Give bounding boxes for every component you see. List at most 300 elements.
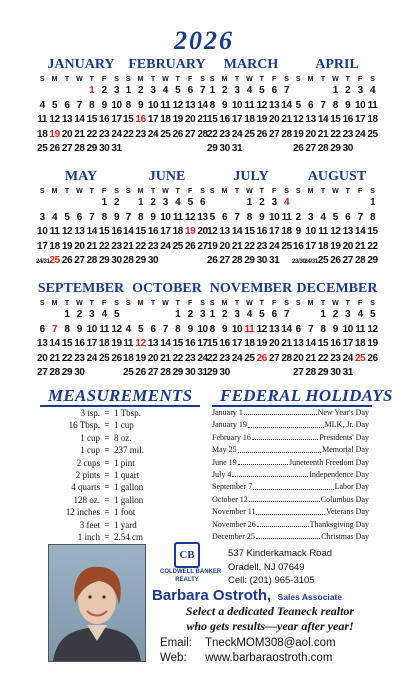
- day-cell: 11: [160, 99, 171, 111]
- day-cell: 14: [354, 226, 366, 238]
- website-link[interactable]: www.barbaraostroth.com: [205, 652, 333, 664]
- holiday-name: New Year's Day: [317, 408, 369, 417]
- day-cell: 3: [113, 85, 120, 96]
- day-cell: 23: [219, 352, 230, 364]
- measurement-from: 3 feet: [79, 519, 100, 530]
- day-cell: 26: [135, 367, 146, 379]
- measurement-from: 3 tsp.: [80, 408, 100, 418]
- holiday-name: Thanksgiving Day: [309, 519, 369, 529]
- day-blank: [317, 85, 329, 100]
- email-row: [160, 637, 390, 649]
- day-cell: 2: [150, 197, 156, 208]
- tagline-line-1: Select a dedicated Teaneck realtor: [185, 604, 355, 618]
- holiday-name: Juneteenth Freedom Day: [289, 457, 369, 467]
- day-cell: 13: [37, 338, 48, 350]
- day-cell: 13: [342, 226, 353, 238]
- day-cell: 14: [317, 114, 329, 126]
- cb-logo-mark: CB: [174, 542, 200, 568]
- day-cell: 23/30: [292, 259, 306, 266]
- day-cell: 15: [244, 226, 255, 238]
- tagline: [150, 604, 390, 634]
- day-blank: [36, 85, 48, 100]
- day-cell: 2: [113, 197, 120, 208]
- weekday-header: T: [89, 300, 94, 307]
- weekday-header: T: [259, 188, 264, 195]
- day-cell: 2: [76, 309, 82, 320]
- day-cell: 14: [86, 226, 97, 238]
- day-cell: 15: [172, 338, 183, 350]
- holiday-date: February 16: [212, 432, 251, 442]
- day-cell: 28: [281, 128, 292, 140]
- day-cell: 6: [271, 309, 277, 320]
- weekday-header-row: [206, 74, 296, 85]
- day-cell: 23: [219, 128, 230, 140]
- day-cell: 24: [354, 128, 366, 140]
- measurement-from: 128 oz.: [73, 494, 100, 505]
- measurement-row: [30, 481, 200, 493]
- day-blank: [61, 85, 73, 100]
- weekday-header-row: [206, 298, 296, 309]
- weekday-header: S: [114, 300, 119, 307]
- day-cell: 24/31: [304, 259, 318, 266]
- day-cell: 26: [111, 352, 122, 364]
- day-blank: [48, 85, 60, 100]
- day-cell: 23: [256, 240, 267, 252]
- weekday-header: S: [295, 300, 301, 307]
- weekday-header: S: [125, 76, 131, 83]
- day-cell: 27: [342, 255, 353, 267]
- holiday-name: Labor Day: [334, 482, 369, 492]
- day-cell: 3: [162, 197, 168, 208]
- weekday-header: T: [64, 300, 70, 307]
- equals-sign: =: [104, 469, 110, 480]
- holiday-row: [212, 481, 369, 493]
- holiday-name: Memorial Day: [322, 445, 369, 455]
- equals-sign: =: [104, 519, 110, 530]
- day-cell: 30: [219, 143, 230, 155]
- weekday-header: S: [370, 188, 375, 195]
- day-cell: 15: [207, 338, 218, 350]
- web-label: Web:: [160, 652, 187, 664]
- measurement-to: 1 cup: [114, 420, 134, 431]
- weekday-header: S: [295, 76, 301, 83]
- holiday-name: Christmas Day: [321, 531, 369, 541]
- day-cell: 8: [209, 99, 215, 111]
- holiday-date: December 25: [212, 531, 255, 541]
- leader-dots: [238, 457, 288, 465]
- agent-photo: [48, 544, 146, 662]
- weekday-header: T: [89, 188, 94, 195]
- day-cell: 22: [207, 352, 218, 364]
- day-cell: 13: [184, 99, 196, 111]
- day-blank: [122, 309, 134, 324]
- holiday-date: June 19: [212, 457, 237, 467]
- day-blank: [159, 309, 171, 324]
- day-cell: 4: [175, 197, 181, 208]
- day-cell: 12: [111, 323, 122, 335]
- day-cell: 25: [172, 240, 183, 252]
- day-cell: 9: [187, 323, 193, 335]
- day-cell: 10: [197, 323, 208, 335]
- day-cell: 28: [74, 143, 85, 155]
- day-blank: [354, 197, 366, 212]
- day-blank: [304, 309, 316, 324]
- day-cell: 1: [89, 85, 95, 96]
- leader-dots: [249, 494, 320, 502]
- day-cell: 31: [342, 367, 353, 379]
- measurement-to: 1 foot: [114, 507, 136, 518]
- day-cell: 15: [98, 226, 110, 238]
- day-cell: 31: [231, 143, 243, 155]
- day-cell: 13: [147, 338, 159, 350]
- month-may: [36, 168, 126, 270]
- day-cell: 19: [207, 240, 218, 252]
- day-cell: 6: [199, 197, 206, 208]
- weekday-header: T: [345, 300, 350, 307]
- day-cell: 1: [320, 309, 326, 320]
- day-cell: 25: [98, 352, 110, 364]
- day-cell: 8: [369, 211, 376, 223]
- day-cell: 20: [219, 240, 230, 252]
- day-cell: 20: [61, 128, 73, 140]
- day-cell: 4: [39, 99, 45, 111]
- equals-sign: =: [104, 408, 110, 418]
- equals-sign: =: [104, 507, 110, 518]
- day-cell: 19: [184, 226, 196, 238]
- day-cell: 22: [172, 352, 183, 364]
- day-cell: 28: [305, 367, 316, 379]
- day-cell: 10: [268, 211, 280, 223]
- day-cell: 5: [332, 211, 338, 223]
- day-cell: 19: [61, 240, 73, 252]
- weekday-header: W: [246, 300, 253, 307]
- month-name: JANUARY: [47, 57, 115, 72]
- day-cell: 13: [268, 99, 280, 111]
- day-grid: [206, 309, 296, 382]
- weekday-header: T: [234, 188, 240, 195]
- day-cell: 5: [113, 309, 120, 320]
- measurement-to: 1 Tbsp.: [114, 408, 141, 418]
- day-cell: 17: [305, 240, 316, 252]
- day-cell: 27: [268, 352, 280, 364]
- day-cell: 29: [135, 255, 146, 267]
- day-cell: 17: [231, 338, 243, 350]
- day-cell: 29: [207, 143, 218, 155]
- day-cell: 8: [320, 323, 326, 335]
- weekday-header: S: [200, 188, 205, 195]
- day-cell: 30: [147, 255, 159, 267]
- weekday-header: T: [234, 76, 240, 83]
- weekday-header-row: [122, 186, 212, 197]
- weekday-header: S: [39, 300, 45, 307]
- office-contact: [228, 547, 378, 588]
- month-june: [122, 168, 212, 270]
- day-cell: 15: [330, 114, 341, 126]
- day-cell: 4: [162, 85, 168, 96]
- day-cell: 28: [123, 255, 134, 267]
- measurement-to: 1 yard: [114, 519, 137, 530]
- leader-dots: [253, 481, 333, 489]
- month-name: AUGUST: [307, 169, 367, 184]
- holiday-row: [212, 469, 369, 481]
- day-cell: 4: [357, 309, 363, 320]
- weekday-header: W: [332, 76, 339, 83]
- day-cell: 14: [123, 226, 134, 238]
- day-blank: [342, 197, 354, 212]
- equals-sign: =: [104, 457, 110, 468]
- day-cell: 11: [244, 99, 255, 111]
- day-cell: 22: [317, 352, 329, 364]
- measurement-row: [30, 519, 200, 531]
- holiday-row: [212, 506, 369, 518]
- day-cell: 11: [49, 226, 60, 238]
- day-cell: 22: [207, 128, 218, 140]
- day-cell: 14: [281, 323, 292, 335]
- day-cell: 10: [231, 323, 243, 335]
- month-name: MARCH: [223, 57, 279, 72]
- day-blank: [122, 197, 134, 212]
- day-cell: 5: [175, 85, 181, 96]
- agent-title: Sales Associate: [277, 592, 343, 602]
- measurement-from: 1 cup: [80, 432, 100, 443]
- day-cell: 18: [281, 226, 292, 238]
- day-cell: 25: [367, 128, 378, 140]
- day-cell: 7: [89, 211, 95, 223]
- calendar-year: 2026: [174, 26, 234, 55]
- month-august: [292, 168, 382, 270]
- weekday-header: S: [284, 76, 289, 83]
- day-cell: 1: [332, 85, 338, 96]
- day-cell: 22: [367, 240, 378, 252]
- day-cell: 29: [317, 367, 329, 379]
- day-cell: 12: [330, 226, 341, 238]
- day-cell: 27: [61, 143, 73, 155]
- day-cell: 12: [293, 114, 304, 126]
- day-cell: 19: [135, 352, 146, 364]
- day-cell: 23: [184, 352, 196, 364]
- day-cell: 7: [320, 99, 326, 111]
- weekday-header: T: [175, 76, 180, 83]
- day-cell: 10: [160, 211, 171, 223]
- day-grid: [36, 197, 126, 270]
- weekday-header: F: [102, 188, 107, 195]
- weekday-header: W: [332, 188, 339, 195]
- day-cell: 12: [256, 99, 267, 111]
- day-cell: 18: [367, 114, 378, 126]
- day-cell: 11: [355, 323, 366, 335]
- day-cell: 28: [281, 352, 292, 364]
- day-cell: 31: [268, 255, 280, 267]
- holiday-row: [212, 519, 369, 531]
- day-cell: 22: [244, 240, 255, 252]
- day-cell: 1: [209, 309, 215, 320]
- equals-sign: =: [104, 445, 110, 456]
- weekday-header: S: [200, 76, 205, 83]
- measurement-to: 2.54 cm: [114, 531, 143, 542]
- leader-dots: [256, 506, 325, 514]
- day-cell: 14: [231, 226, 243, 238]
- day-cell: 6: [308, 99, 314, 111]
- day-cell: 12: [256, 323, 267, 335]
- day-cell: 17: [197, 338, 208, 350]
- month-name: APRIL: [315, 57, 359, 72]
- day-cell: 26: [367, 352, 378, 364]
- weekday-header: S: [209, 76, 215, 83]
- weekday-header: T: [259, 76, 264, 83]
- day-cell: 10: [37, 226, 48, 238]
- weekday-header: W: [162, 76, 169, 83]
- weekday-header: T: [150, 188, 156, 195]
- day-cell: 29: [86, 143, 97, 155]
- day-cell: 2: [187, 309, 193, 320]
- day-cell: 30: [330, 367, 341, 379]
- holiday-date: January 1: [212, 408, 243, 417]
- day-blank: [304, 85, 316, 100]
- day-cell: 2: [259, 197, 265, 208]
- day-blank: [231, 197, 243, 212]
- day-cell: 22: [61, 352, 73, 364]
- day-cell: 9: [76, 323, 82, 335]
- day-cell: 16: [147, 226, 159, 238]
- day-cell: 19: [293, 128, 304, 140]
- day-cell: 21: [160, 352, 171, 364]
- day-cell: 26: [207, 255, 218, 267]
- measurements-title: MEASUREMENTS: [48, 386, 193, 405]
- day-cell: 6: [345, 211, 351, 223]
- holiday-name: Presidents' Day: [319, 432, 369, 442]
- weekday-header: F: [102, 300, 107, 307]
- day-blank: [36, 309, 48, 324]
- day-blank: [36, 197, 48, 212]
- day-cell: 3: [199, 309, 206, 320]
- weekday-header: W: [332, 300, 339, 307]
- day-cell: 9: [138, 99, 144, 111]
- day-cell: 5: [259, 85, 265, 96]
- day-cell: 20: [197, 226, 208, 238]
- email-address[interactable]: TneckMOM308@aol.com: [205, 637, 336, 649]
- weekday-header: M: [51, 76, 58, 83]
- day-cell: 9: [332, 323, 338, 335]
- day-cell: 5: [64, 211, 70, 223]
- day-cell: 22: [86, 128, 97, 140]
- day-cell: 14: [305, 338, 316, 350]
- agent-name: Barbara Ostroth,: [152, 587, 272, 604]
- weekday-header: T: [259, 300, 264, 307]
- day-cell: 15: [317, 338, 329, 350]
- day-cell: 25: [244, 352, 255, 364]
- day-cell: 3: [39, 211, 45, 223]
- weekday-header-row: [36, 298, 126, 309]
- weekday-header: S: [125, 300, 131, 307]
- weekday-header: T: [234, 300, 240, 307]
- weekday-header: T: [320, 76, 326, 83]
- measurement-row: [30, 444, 200, 456]
- day-cell: 4: [246, 85, 252, 96]
- day-cell: 23: [98, 128, 110, 140]
- day-cell: 11: [123, 338, 134, 350]
- day-grid: [206, 85, 296, 158]
- day-cell: 1: [138, 197, 144, 208]
- day-blank: [48, 309, 60, 324]
- day-cell: 17: [111, 114, 122, 126]
- day-cell: 16: [342, 114, 353, 126]
- day-cell: 13: [197, 211, 208, 223]
- day-cell: 20: [184, 114, 196, 126]
- day-cell: 17: [268, 226, 280, 238]
- day-cell: 25: [244, 128, 255, 140]
- day-cell: 10: [354, 99, 366, 111]
- day-cell: 25: [354, 352, 366, 364]
- day-cell: 24: [160, 240, 171, 252]
- day-cell: 12: [49, 114, 60, 126]
- weekday-header: M: [51, 300, 58, 307]
- day-cell: 6: [150, 323, 156, 335]
- month-april: [292, 56, 382, 158]
- month-name: MAY: [64, 169, 98, 184]
- day-cell: 24: [197, 352, 208, 364]
- day-cell: 19: [172, 114, 183, 126]
- day-cell: 8: [138, 211, 144, 223]
- day-cell: 13: [305, 114, 316, 126]
- day-cell: 2: [222, 85, 228, 96]
- day-cell: 27: [268, 128, 280, 140]
- day-cell: 23: [147, 240, 159, 252]
- day-cell: 1: [175, 309, 181, 320]
- day-cell: 7: [308, 323, 314, 335]
- day-cell: 15: [135, 226, 146, 238]
- day-blank: [218, 197, 230, 212]
- measurement-to: 237 mil.: [114, 445, 145, 456]
- weekday-header: T: [150, 300, 156, 307]
- day-cell: 25: [281, 240, 292, 252]
- day-cell: 19: [256, 114, 267, 126]
- measurement-row: [30, 506, 200, 518]
- weekday-header: S: [114, 188, 119, 195]
- day-cell: 11: [99, 323, 110, 335]
- day-cell: 21: [354, 240, 366, 252]
- day-blank: [86, 197, 98, 212]
- day-cell: 4: [283, 197, 290, 208]
- day-cell: 15: [86, 114, 97, 126]
- day-cell: 2: [295, 211, 301, 223]
- day-cell: 30: [342, 143, 353, 155]
- day-cell: 16: [184, 338, 196, 350]
- weekday-header: W: [76, 300, 83, 307]
- weekday-header: S: [39, 188, 45, 195]
- day-cell: 12: [207, 226, 218, 238]
- weekday-header: S: [200, 300, 205, 307]
- day-cell: 28: [49, 367, 60, 379]
- day-cell: 29: [61, 367, 73, 379]
- day-cell: 25: [160, 128, 171, 140]
- day-cell: 12: [135, 338, 146, 350]
- day-blank: [134, 309, 146, 324]
- measurement-row: [30, 432, 200, 444]
- weekday-header: F: [272, 76, 277, 83]
- day-cell: 29: [98, 255, 110, 267]
- day-grid: [122, 309, 212, 382]
- month-december: [292, 280, 382, 382]
- day-cell: 30: [74, 367, 85, 379]
- weekday-header: F: [272, 300, 277, 307]
- day-cell: 23: [74, 352, 85, 364]
- weekday-header: S: [114, 76, 119, 83]
- day-cell: 27: [184, 128, 196, 140]
- weekday-header: M: [221, 76, 228, 83]
- day-cell: 7: [76, 99, 82, 111]
- month-name: FEBRUARY: [128, 57, 206, 72]
- day-cell: 17: [37, 240, 48, 252]
